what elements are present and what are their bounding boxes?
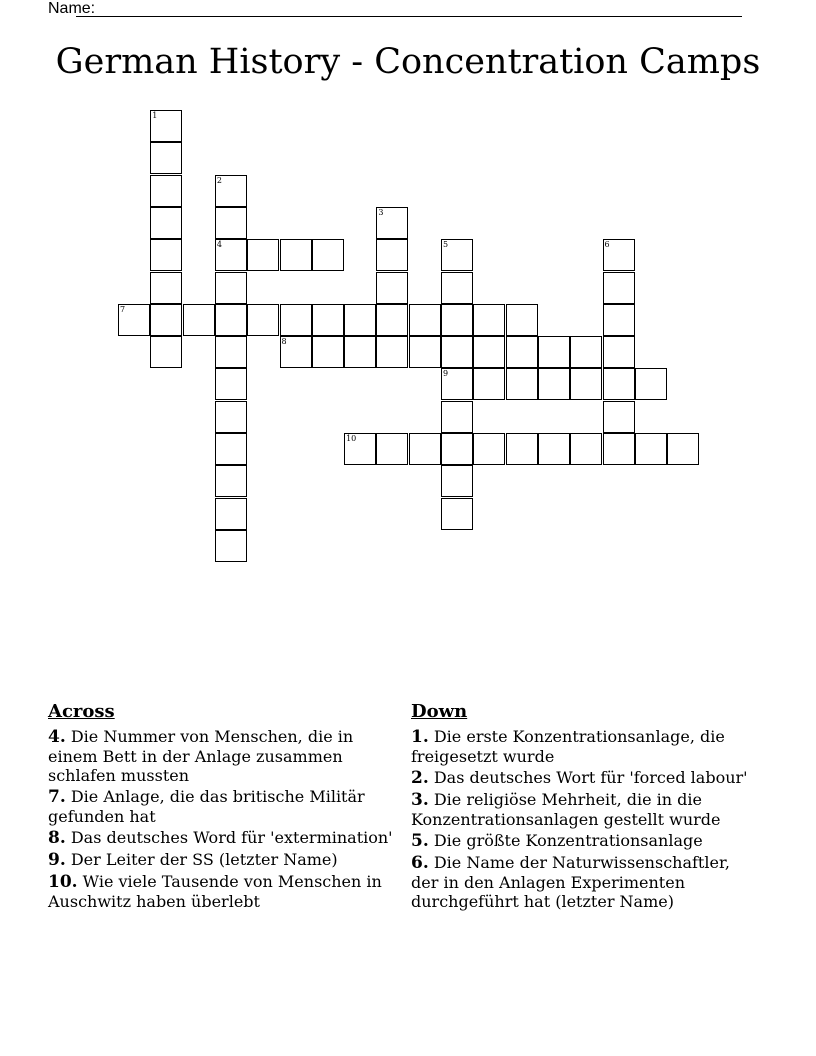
grid-cell[interactable] [538,336,570,368]
grid-cell[interactable] [215,304,247,336]
grid-cell[interactable] [150,110,182,142]
clue-number: 7. [48,787,66,807]
clue-number: 8. [48,828,66,848]
grid-cell[interactable] [538,433,570,465]
grid-cell[interactable] [118,304,150,336]
grid-cell[interactable] [376,272,408,304]
grid-cell[interactable] [150,336,182,368]
cell-number: 7 [120,304,126,314]
grid-cell[interactable] [603,272,635,304]
grid-cell[interactable] [150,175,182,207]
grid-cell[interactable] [312,304,344,336]
grid-cell[interactable] [376,207,408,239]
grid-cell[interactable] [603,401,635,433]
grid-cell[interactable] [441,465,473,497]
clue-number: 4. [48,727,66,747]
grid-cell[interactable] [667,433,699,465]
grid-cell[interactable] [344,336,376,368]
clue-text: Das deutsches Word für 'extermination' [70,828,393,847]
clue-down-5 [411,831,761,851]
across-clues [48,701,398,913]
clue-across-9 [48,850,398,870]
grid-cell[interactable] [473,336,505,368]
grid-cell[interactable] [150,239,182,271]
clue-text: Die religiöse Mehrheit, die in die Konzentrationsanlagen gestellt wurde [411,790,721,829]
cell-number: 4 [216,240,222,250]
grid-cell[interactable] [409,433,441,465]
grid-cell[interactable] [215,530,247,562]
grid-cell[interactable] [506,368,538,400]
grid-cell[interactable] [215,433,247,465]
clue-text: Die erste Konzentrationsanlage, die freigesetzt wurde [411,727,725,766]
grid-cell[interactable] [506,336,538,368]
grid-cell[interactable] [215,175,247,207]
cell-number: 5 [443,240,449,250]
grid-cell[interactable] [376,304,408,336]
clue-text: Die Name der Naturwissenschaftler, der in den Anlagen Experimenten durchgeführt hat (letzter Name) [411,853,730,911]
grid-cell[interactable] [344,304,376,336]
clue-number: 1. [411,727,429,747]
grid-cell[interactable] [441,433,473,465]
grid-cell[interactable] [441,401,473,433]
grid-cell[interactable] [570,368,602,400]
grid-cell[interactable] [635,433,667,465]
down-heading: Down [411,701,468,722]
grid-cell[interactable] [280,304,312,336]
grid-cell[interactable] [150,272,182,304]
grid-cell[interactable] [506,304,538,336]
clue-across-4 [48,727,398,785]
clue-number: 5. [411,831,429,851]
clue-across-8 [48,828,398,848]
grid-cell[interactable] [280,336,312,368]
grid-cell[interactable] [150,142,182,174]
grid-cell[interactable] [570,433,602,465]
grid-cell[interactable] [376,239,408,271]
grid-cell[interactable] [441,272,473,304]
cell-number: 1 [152,111,158,120]
clue-number: 2. [411,768,429,788]
cell-number: 2 [216,175,222,185]
grid-cell[interactable] [603,368,635,400]
grid-cell[interactable] [441,336,473,368]
clue-down-3 [411,790,761,829]
grid-cell[interactable] [570,336,602,368]
across-heading: Across [48,701,115,722]
grid-cell[interactable] [247,304,279,336]
down-clues [411,701,761,913]
grid-cell[interactable] [215,401,247,433]
grid-cell[interactable] [409,336,441,368]
grid-cell[interactable] [409,304,441,336]
grid-cell[interactable] [538,368,570,400]
clue-down-2 [411,768,761,788]
clue-text: Wie viele Tausende von Menschen in Auschwitz haben überlebt [48,872,382,911]
clue-down-1 [411,727,761,766]
grid-cell[interactable] [150,304,182,336]
grid-cell[interactable] [247,239,279,271]
grid-cell[interactable] [506,433,538,465]
clue-across-10 [48,872,398,911]
grid-cell[interactable] [441,304,473,336]
grid-cell[interactable] [215,465,247,497]
clue-text: Die größte Konzentrationsanlage [433,831,703,850]
grid-cell[interactable] [215,239,247,271]
grid-cell[interactable] [183,304,215,336]
grid-cell[interactable] [150,207,182,239]
clue-number: 6. [411,853,429,873]
clue-text: Der Leiter der SS (letzter Name) [70,850,338,869]
grid-cell[interactable] [441,368,473,400]
grid-cell[interactable] [603,304,635,336]
grid-cell[interactable] [635,368,667,400]
grid-cell[interactable] [215,272,247,304]
clue-number: 3. [411,790,429,810]
clue-text: Die Nummer von Menschen, die in einem Bett in der Anlage zusammen schlafen mussten [48,727,354,785]
grid-cell[interactable] [215,336,247,368]
clue-text: Die Anlage, die das britische Militär gefunden hat [48,787,365,826]
clue-number: 10. [48,872,78,892]
grid-cell[interactable] [603,239,635,271]
grid-cell[interactable] [215,207,247,239]
clue-down-6 [411,853,761,911]
grid-cell[interactable] [312,336,344,368]
grid-cell[interactable] [441,239,473,271]
grid-cell[interactable] [312,239,344,271]
cell-number: 8 [281,337,287,347]
page-title: German History - Concentration Camps [55,42,761,82]
grid-cell[interactable] [344,433,376,465]
clue-number: 9. [48,850,66,870]
cell-number: 6 [604,240,610,250]
grid-cell[interactable] [603,336,635,368]
grid-cell[interactable] [473,368,505,400]
grid-cell[interactable] [473,304,505,336]
grid-cell[interactable] [441,498,473,530]
name-label: Name: [48,0,96,17]
cell-number: 9 [443,369,449,379]
cell-number: 3 [378,207,384,217]
grid-cell[interactable] [280,239,312,271]
cell-number: 10 [346,434,357,443]
clue-across-7 [48,787,398,826]
grid-cell[interactable] [603,433,635,465]
grid-cell[interactable] [473,433,505,465]
grid-cell[interactable] [376,433,408,465]
grid-cell[interactable] [215,368,247,400]
clue-text: Das deutsches Wort für 'forced labour' [433,768,748,787]
grid-cell[interactable] [376,336,408,368]
grid-cell[interactable] [215,498,247,530]
